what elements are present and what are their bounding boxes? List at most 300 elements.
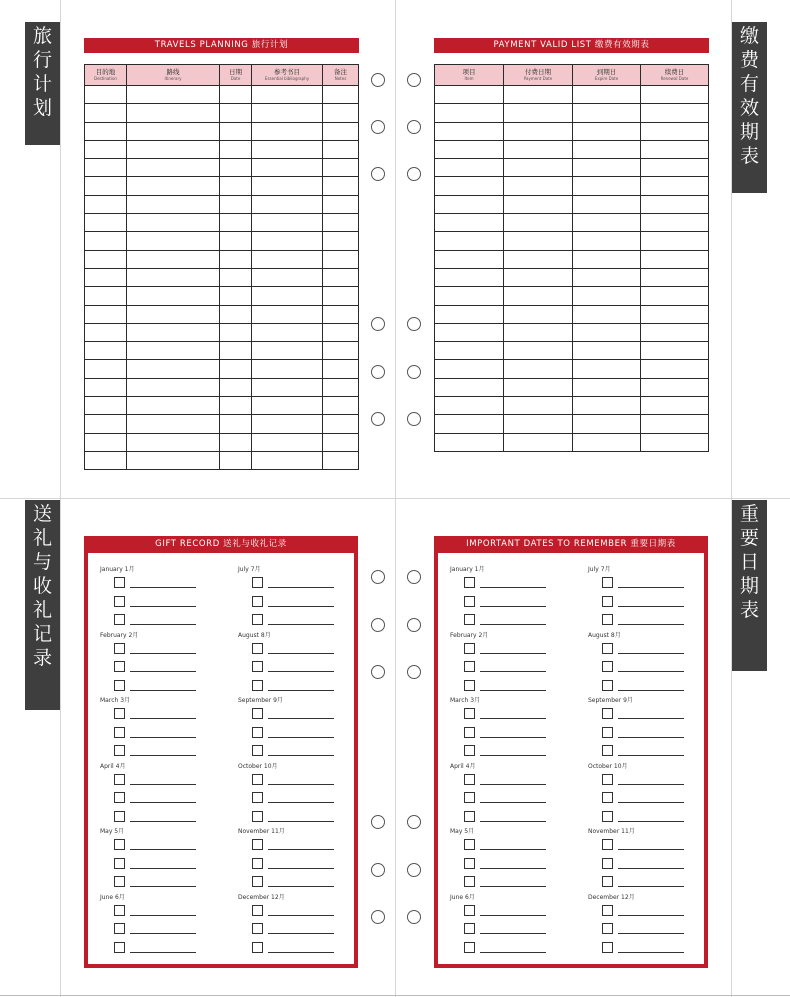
table-cell[interactable] (127, 232, 220, 250)
write-line[interactable] (268, 784, 334, 785)
write-line[interactable] (130, 821, 196, 822)
checkbox[interactable] (602, 708, 613, 719)
table-cell[interactable] (435, 360, 504, 378)
checkbox[interactable] (464, 774, 475, 785)
checkbox[interactable] (252, 774, 263, 785)
table-cell[interactable] (641, 250, 709, 268)
write-line[interactable] (268, 802, 334, 803)
write-line[interactable] (268, 690, 334, 691)
table-cell[interactable] (252, 122, 323, 140)
checkbox[interactable] (114, 876, 125, 887)
table-cell[interactable] (252, 287, 323, 305)
checkbox[interactable] (464, 839, 475, 850)
table-cell[interactable] (323, 433, 359, 451)
checkbox[interactable] (114, 614, 125, 625)
table-cell[interactable] (641, 397, 709, 415)
checkbox[interactable] (114, 745, 125, 756)
table-cell[interactable] (127, 268, 220, 286)
table-cell[interactable] (504, 159, 573, 177)
checkbox[interactable] (464, 858, 475, 869)
write-line[interactable] (130, 868, 196, 869)
table-cell[interactable] (220, 268, 252, 286)
write-line[interactable] (618, 821, 684, 822)
write-line[interactable] (268, 915, 334, 916)
table-cell[interactable] (220, 378, 252, 396)
checkbox[interactable] (602, 727, 613, 738)
table-cell[interactable] (252, 268, 323, 286)
table-cell[interactable] (504, 232, 573, 250)
checkbox[interactable] (602, 839, 613, 850)
checkbox[interactable] (252, 811, 263, 822)
write-line[interactable] (618, 671, 684, 672)
write-line[interactable] (268, 718, 334, 719)
checkbox[interactable] (114, 839, 125, 850)
table-cell[interactable] (641, 232, 709, 250)
table-cell[interactable] (252, 323, 323, 341)
table-cell[interactable] (573, 397, 641, 415)
table-cell[interactable] (127, 86, 220, 104)
write-line[interactable] (618, 653, 684, 654)
write-line[interactable] (618, 755, 684, 756)
checkbox[interactable] (114, 577, 125, 588)
table-cell[interactable] (504, 104, 573, 122)
table-cell[interactable] (220, 140, 252, 158)
write-line[interactable] (268, 737, 334, 738)
checkbox[interactable] (252, 839, 263, 850)
table-cell[interactable] (504, 397, 573, 415)
checkbox[interactable] (602, 577, 613, 588)
table-cell[interactable] (641, 378, 709, 396)
table-cell[interactable] (220, 177, 252, 195)
write-line[interactable] (480, 755, 546, 756)
write-line[interactable] (618, 952, 684, 953)
table-cell[interactable] (641, 360, 709, 378)
table-cell[interactable] (220, 232, 252, 250)
write-line[interactable] (130, 653, 196, 654)
table-cell[interactable] (127, 397, 220, 415)
table-cell[interactable] (85, 195, 127, 213)
table-cell[interactable] (85, 305, 127, 323)
write-line[interactable] (618, 802, 684, 803)
checkbox[interactable] (464, 811, 475, 822)
write-line[interactable] (480, 849, 546, 850)
table-cell[interactable] (127, 104, 220, 122)
write-line[interactable] (130, 690, 196, 691)
write-line[interactable] (130, 952, 196, 953)
table-cell[interactable] (641, 305, 709, 323)
table-cell[interactable] (504, 433, 573, 451)
write-line[interactable] (130, 915, 196, 916)
table-cell[interactable] (220, 397, 252, 415)
table-cell[interactable] (435, 397, 504, 415)
table-cell[interactable] (323, 305, 359, 323)
table-cell[interactable] (220, 214, 252, 232)
table-cell[interactable] (252, 177, 323, 195)
table-cell[interactable] (641, 86, 709, 104)
table-cell[interactable] (573, 250, 641, 268)
table-cell[interactable] (252, 232, 323, 250)
table-cell[interactable] (641, 287, 709, 305)
write-line[interactable] (618, 624, 684, 625)
table-cell[interactable] (323, 177, 359, 195)
table-cell[interactable] (641, 342, 709, 360)
checkbox[interactable] (114, 858, 125, 869)
write-line[interactable] (268, 821, 334, 822)
table-cell[interactable] (127, 342, 220, 360)
checkbox[interactable] (464, 727, 475, 738)
table-cell[interactable] (435, 140, 504, 158)
table-cell[interactable] (220, 195, 252, 213)
checkbox[interactable] (252, 858, 263, 869)
table-cell[interactable] (220, 122, 252, 140)
table-cell[interactable] (435, 433, 504, 451)
table-cell[interactable] (323, 287, 359, 305)
write-line[interactable] (268, 933, 334, 934)
table-cell[interactable] (504, 342, 573, 360)
table-cell[interactable] (435, 214, 504, 232)
table-cell[interactable] (504, 195, 573, 213)
checkbox[interactable] (114, 708, 125, 719)
table-cell[interactable] (220, 104, 252, 122)
table-cell[interactable] (220, 360, 252, 378)
table-cell[interactable] (85, 360, 127, 378)
checkbox[interactable] (252, 661, 263, 672)
table-cell[interactable] (573, 232, 641, 250)
checkbox[interactable] (114, 923, 125, 934)
table-cell[interactable] (504, 86, 573, 104)
table-cell[interactable] (323, 415, 359, 433)
table-cell[interactable] (252, 378, 323, 396)
table-cell[interactable] (504, 360, 573, 378)
checkbox[interactable] (252, 905, 263, 916)
table-cell[interactable] (435, 177, 504, 195)
table-cell[interactable] (504, 214, 573, 232)
checkbox[interactable] (464, 661, 475, 672)
table-cell[interactable] (323, 86, 359, 104)
table-cell[interactable] (435, 86, 504, 104)
write-line[interactable] (130, 737, 196, 738)
checkbox[interactable] (114, 643, 125, 654)
table-cell[interactable] (504, 250, 573, 268)
table-cell[interactable] (641, 268, 709, 286)
table-cell[interactable] (252, 415, 323, 433)
table-cell[interactable] (85, 159, 127, 177)
table-cell[interactable] (252, 159, 323, 177)
table-cell[interactable] (573, 159, 641, 177)
table-cell[interactable] (573, 268, 641, 286)
write-line[interactable] (268, 868, 334, 869)
table-cell[interactable] (220, 250, 252, 268)
checkbox[interactable] (252, 942, 263, 953)
table-cell[interactable] (573, 378, 641, 396)
table-cell[interactable] (435, 342, 504, 360)
table-cell[interactable] (573, 195, 641, 213)
table-cell[interactable] (573, 433, 641, 451)
table-cell[interactable] (323, 195, 359, 213)
table-cell[interactable] (641, 415, 709, 433)
table-cell[interactable] (127, 433, 220, 451)
table-cell[interactable] (573, 415, 641, 433)
table-cell[interactable] (573, 323, 641, 341)
write-line[interactable] (480, 690, 546, 691)
checkbox[interactable] (602, 680, 613, 691)
write-line[interactable] (480, 802, 546, 803)
table-cell[interactable] (323, 159, 359, 177)
write-line[interactable] (130, 606, 196, 607)
table-cell[interactable] (435, 305, 504, 323)
table-cell[interactable] (220, 415, 252, 433)
table-cell[interactable] (323, 250, 359, 268)
table-cell[interactable] (252, 195, 323, 213)
table-cell[interactable] (573, 214, 641, 232)
checkbox[interactable] (602, 858, 613, 869)
checkbox[interactable] (252, 643, 263, 654)
checkbox[interactable] (114, 774, 125, 785)
table-cell[interactable] (127, 159, 220, 177)
table-cell[interactable] (127, 287, 220, 305)
write-line[interactable] (130, 802, 196, 803)
write-line[interactable] (268, 952, 334, 953)
table-cell[interactable] (435, 415, 504, 433)
table-cell[interactable] (252, 397, 323, 415)
write-line[interactable] (268, 653, 334, 654)
checkbox[interactable] (252, 596, 263, 607)
checkbox[interactable] (464, 923, 475, 934)
table-cell[interactable] (252, 140, 323, 158)
table-cell[interactable] (573, 287, 641, 305)
table-cell[interactable] (252, 451, 323, 469)
checkbox[interactable] (252, 727, 263, 738)
checkbox[interactable] (602, 811, 613, 822)
write-line[interactable] (268, 671, 334, 672)
table-cell[interactable] (435, 268, 504, 286)
table-cell[interactable] (127, 323, 220, 341)
table-cell[interactable] (504, 323, 573, 341)
table-cell[interactable] (220, 433, 252, 451)
write-line[interactable] (480, 886, 546, 887)
table-cell[interactable] (85, 86, 127, 104)
checkbox[interactable] (114, 792, 125, 803)
table-cell[interactable] (641, 159, 709, 177)
checkbox[interactable] (602, 792, 613, 803)
table-cell[interactable] (573, 305, 641, 323)
table-cell[interactable] (435, 232, 504, 250)
write-line[interactable] (480, 587, 546, 588)
write-line[interactable] (480, 821, 546, 822)
checkbox[interactable] (464, 905, 475, 916)
table-cell[interactable] (641, 433, 709, 451)
checkbox[interactable] (114, 680, 125, 691)
table-cell[interactable] (220, 86, 252, 104)
table-cell[interactable] (127, 250, 220, 268)
table-cell[interactable] (641, 140, 709, 158)
write-line[interactable] (480, 671, 546, 672)
checkbox[interactable] (464, 596, 475, 607)
checkbox[interactable] (464, 745, 475, 756)
table-cell[interactable] (85, 323, 127, 341)
table-cell[interactable] (127, 214, 220, 232)
table-cell[interactable] (435, 195, 504, 213)
write-line[interactable] (268, 606, 334, 607)
checkbox[interactable] (252, 708, 263, 719)
checkbox[interactable] (602, 876, 613, 887)
checkbox[interactable] (114, 942, 125, 953)
write-line[interactable] (130, 755, 196, 756)
checkbox[interactable] (464, 876, 475, 887)
table-cell[interactable] (504, 378, 573, 396)
checkbox[interactable] (114, 661, 125, 672)
checkbox[interactable] (602, 661, 613, 672)
table-cell[interactable] (220, 287, 252, 305)
checkbox[interactable] (464, 942, 475, 953)
table-cell[interactable] (641, 122, 709, 140)
checkbox[interactable] (114, 811, 125, 822)
table-cell[interactable] (323, 342, 359, 360)
write-line[interactable] (618, 849, 684, 850)
table-cell[interactable] (435, 378, 504, 396)
table-cell[interactable] (573, 140, 641, 158)
write-line[interactable] (130, 671, 196, 672)
table-cell[interactable] (504, 268, 573, 286)
table-cell[interactable] (641, 323, 709, 341)
write-line[interactable] (268, 587, 334, 588)
checkbox[interactable] (464, 577, 475, 588)
write-line[interactable] (480, 784, 546, 785)
table-cell[interactable] (323, 451, 359, 469)
table-cell[interactable] (641, 195, 709, 213)
table-cell[interactable] (85, 177, 127, 195)
table-cell[interactable] (504, 305, 573, 323)
table-cell[interactable] (85, 433, 127, 451)
write-line[interactable] (618, 933, 684, 934)
table-cell[interactable] (85, 378, 127, 396)
table-cell[interactable] (323, 122, 359, 140)
table-cell[interactable] (85, 104, 127, 122)
table-cell[interactable] (573, 122, 641, 140)
checkbox[interactable] (114, 727, 125, 738)
table-cell[interactable] (85, 451, 127, 469)
table-cell[interactable] (435, 250, 504, 268)
checkbox[interactable] (602, 596, 613, 607)
table-cell[interactable] (504, 140, 573, 158)
write-line[interactable] (618, 606, 684, 607)
checkbox[interactable] (252, 614, 263, 625)
table-cell[interactable] (252, 214, 323, 232)
checkbox[interactable] (602, 643, 613, 654)
table-cell[interactable] (220, 305, 252, 323)
table-cell[interactable] (435, 159, 504, 177)
table-cell[interactable] (573, 177, 641, 195)
table-cell[interactable] (127, 451, 220, 469)
table-cell[interactable] (127, 195, 220, 213)
table-cell[interactable] (323, 140, 359, 158)
write-line[interactable] (480, 624, 546, 625)
checkbox[interactable] (602, 905, 613, 916)
table-cell[interactable] (435, 122, 504, 140)
write-line[interactable] (130, 784, 196, 785)
write-line[interactable] (130, 886, 196, 887)
checkbox[interactable] (114, 905, 125, 916)
checkbox[interactable] (464, 792, 475, 803)
table-cell[interactable] (127, 415, 220, 433)
table-cell[interactable] (252, 86, 323, 104)
table-cell[interactable] (220, 342, 252, 360)
table-cell[interactable] (641, 104, 709, 122)
checkbox[interactable] (464, 680, 475, 691)
table-cell[interactable] (504, 287, 573, 305)
table-cell[interactable] (323, 214, 359, 232)
table-cell[interactable] (85, 232, 127, 250)
table-cell[interactable] (573, 360, 641, 378)
table-cell[interactable] (85, 250, 127, 268)
checkbox[interactable] (602, 614, 613, 625)
checkbox[interactable] (252, 680, 263, 691)
write-line[interactable] (130, 587, 196, 588)
write-line[interactable] (268, 849, 334, 850)
checkbox[interactable] (252, 923, 263, 934)
write-line[interactable] (268, 886, 334, 887)
table-cell[interactable] (252, 433, 323, 451)
table-cell[interactable] (323, 104, 359, 122)
table-cell[interactable] (504, 415, 573, 433)
write-line[interactable] (130, 933, 196, 934)
write-line[interactable] (618, 868, 684, 869)
table-cell[interactable] (127, 122, 220, 140)
write-line[interactable] (480, 606, 546, 607)
checkbox[interactable] (252, 745, 263, 756)
table-cell[interactable] (127, 360, 220, 378)
table-cell[interactable] (323, 378, 359, 396)
write-line[interactable] (480, 952, 546, 953)
table-cell[interactable] (573, 104, 641, 122)
table-cell[interactable] (252, 104, 323, 122)
write-line[interactable] (480, 868, 546, 869)
checkbox[interactable] (464, 708, 475, 719)
write-line[interactable] (130, 718, 196, 719)
checkbox[interactable] (252, 792, 263, 803)
table-cell[interactable] (323, 268, 359, 286)
write-line[interactable] (618, 886, 684, 887)
table-cell[interactable] (252, 360, 323, 378)
checkbox[interactable] (252, 577, 263, 588)
checkbox[interactable] (602, 745, 613, 756)
table-cell[interactable] (252, 342, 323, 360)
write-line[interactable] (618, 718, 684, 719)
table-cell[interactable] (220, 451, 252, 469)
table-cell[interactable] (323, 323, 359, 341)
write-line[interactable] (480, 933, 546, 934)
write-line[interactable] (618, 587, 684, 588)
table-cell[interactable] (573, 86, 641, 104)
table-cell[interactable] (641, 214, 709, 232)
write-line[interactable] (480, 718, 546, 719)
table-cell[interactable] (435, 323, 504, 341)
table-cell[interactable] (641, 177, 709, 195)
table-cell[interactable] (127, 140, 220, 158)
checkbox[interactable] (602, 774, 613, 785)
checkbox[interactable] (602, 923, 613, 934)
table-cell[interactable] (323, 232, 359, 250)
write-line[interactable] (618, 690, 684, 691)
table-cell[interactable] (435, 104, 504, 122)
write-line[interactable] (618, 737, 684, 738)
table-cell[interactable] (323, 397, 359, 415)
table-cell[interactable] (252, 250, 323, 268)
table-cell[interactable] (85, 268, 127, 286)
write-line[interactable] (130, 624, 196, 625)
write-line[interactable] (480, 915, 546, 916)
table-cell[interactable] (85, 122, 127, 140)
